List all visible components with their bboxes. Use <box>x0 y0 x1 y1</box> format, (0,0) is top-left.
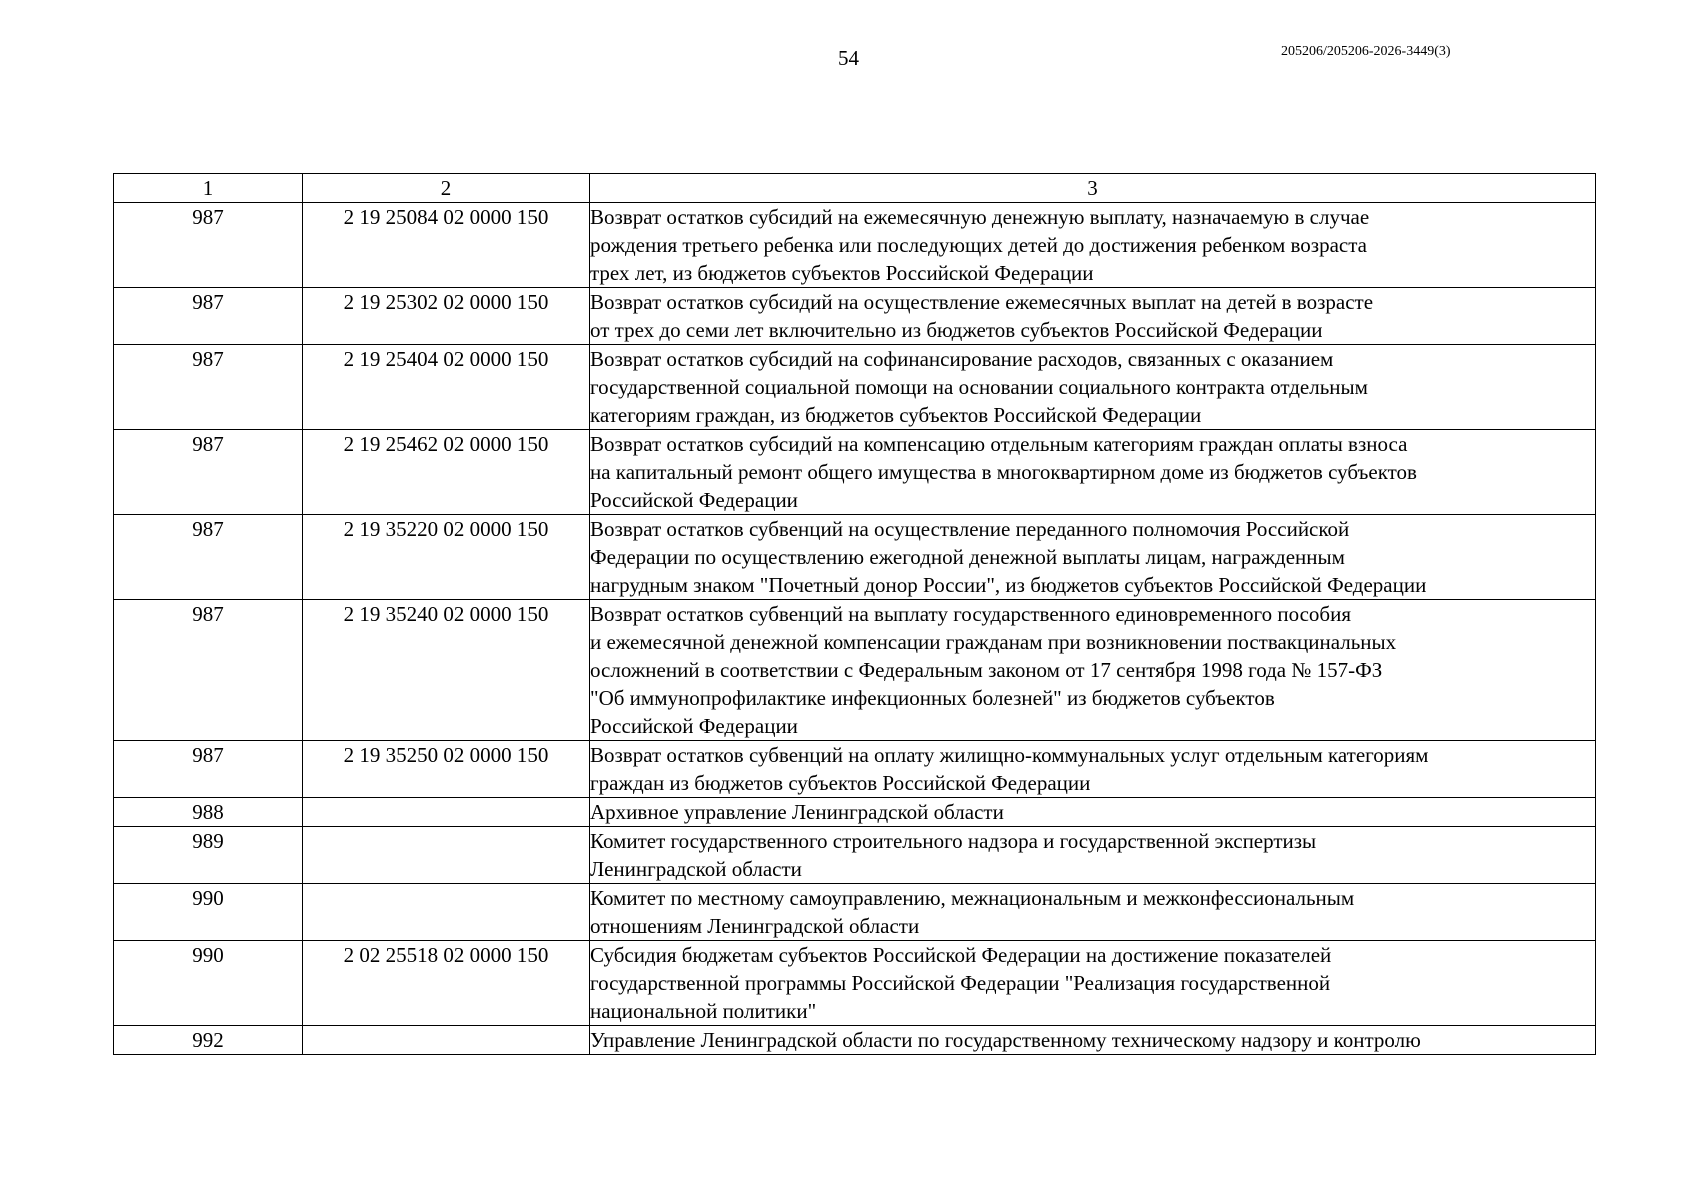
revenue-name-line: Федерации по осуществлению ежегодной денежной выплаты лицам, награжденным <box>590 545 1345 569</box>
revenue-name-cell <box>590 600 1596 741</box>
budget-classification-table <box>113 173 1596 1055</box>
revenue-name-line: национальной политики" <box>590 999 817 1023</box>
revenue-name-line: Архивное управление Ленинградской области <box>590 800 1004 824</box>
revenue-name-line: на капитальный ремонт общего имущества в многоквартирном доме из бюджетов субъектов <box>590 460 1417 484</box>
budget-code-cell <box>303 1026 590 1055</box>
admin-code-cell: 987 <box>114 430 303 515</box>
admin-code-cell: 987 <box>114 203 303 288</box>
admin-code-cell: 989 <box>114 827 303 884</box>
revenue-name-cell <box>590 884 1596 941</box>
revenue-name-line: государственной программы Российской Федерации "Реализация государственной <box>590 971 1331 995</box>
revenue-name-line: государственной социальной помощи на основании социального контракта отдельным <box>590 375 1368 399</box>
revenue-name-line: осложнений в соответствии с Федеральным законом от 17 сентября 1998 года № 157-ФЗ <box>590 658 1383 682</box>
table-row <box>114 203 1596 288</box>
revenue-name-line: нагрудным знаком "Почетный донор России", из бюджетов субъектов Российской Федерации <box>590 573 1427 597</box>
budget-code-cell <box>303 798 590 827</box>
header-row <box>114 174 1596 203</box>
document-id: 205206/205206-2026-3449(3) <box>1281 44 1451 59</box>
admin-code-cell: 987 <box>114 288 303 345</box>
budget-code-cell <box>303 827 590 884</box>
revenue-name-line: Возврат остатков субсидий на софинансирование расходов, связанных с оказанием <box>590 347 1334 371</box>
budget-code-cell: 2 19 35220 02 0000 150 <box>303 515 590 600</box>
table-row <box>114 345 1596 430</box>
admin-code-cell: 990 <box>114 941 303 1026</box>
admin-code-cell: 988 <box>114 798 303 827</box>
revenue-name-cell <box>590 203 1596 288</box>
revenue-name-line: Субсидия бюджетам субъектов Российской Федерации на достижение показателей <box>590 943 1332 967</box>
admin-code-cell: 987 <box>114 600 303 741</box>
revenue-name-line: трех лет, из бюджетов субъектов Российской Федерации <box>590 261 1094 285</box>
table-row <box>114 430 1596 515</box>
table-row <box>114 1026 1596 1055</box>
admin-code-cell: 992 <box>114 1026 303 1055</box>
revenue-name-cell <box>590 941 1596 1026</box>
revenue-name-line: Возврат остатков субвенций на осуществление переданного полномочия Российской <box>590 517 1350 541</box>
admin-code-cell: 990 <box>114 884 303 941</box>
revenue-name-cell <box>590 430 1596 515</box>
budget-code-cell: 2 19 25302 02 0000 150 <box>303 288 590 345</box>
revenue-name-line: Комитет государственного строительного надзора и государственной экспертизы <box>590 829 1317 853</box>
revenue-name-cell <box>590 827 1596 884</box>
page-number: 54 <box>838 46 859 70</box>
admin-code-cell: 987 <box>114 345 303 430</box>
revenue-name-cell <box>590 741 1596 798</box>
admin-code-cell: 987 <box>114 515 303 600</box>
revenue-name-cell <box>590 288 1596 345</box>
budget-code-cell: 2 19 25404 02 0000 150 <box>303 345 590 430</box>
admin-code-cell: 987 <box>114 741 303 798</box>
revenue-name-line: Ленинградской области <box>590 857 802 881</box>
revenue-name-line: граждан из бюджетов субъектов Российской Федерации <box>590 771 1091 795</box>
table-row <box>114 288 1596 345</box>
revenue-name-line: от трех до семи лет включительно из бюджетов субъектов Российской Федерации <box>590 318 1323 342</box>
budget-code-cell: 2 19 35240 02 0000 150 <box>303 600 590 741</box>
table-row <box>114 827 1596 884</box>
revenue-name-cell <box>590 345 1596 430</box>
revenue-name-line: Возврат остатков субсидий на ежемесячную денежную выплату, назначаемую в случае <box>590 205 1370 229</box>
column-header-2: 2 <box>303 174 590 203</box>
revenue-name-cell <box>590 515 1596 600</box>
budget-code-cell: 2 19 25084 02 0000 150 <box>303 203 590 288</box>
table-row <box>114 515 1596 600</box>
revenue-name-line: Российской Федерации <box>590 714 798 738</box>
table-row <box>114 884 1596 941</box>
budget-code-cell: 2 19 35250 02 0000 150 <box>303 741 590 798</box>
revenue-name-line: отношениям Ленинградской области <box>590 914 920 938</box>
revenue-name-line: Возврат остатков субвенций на оплату жилищно-коммунальных услуг отдельным категориям <box>590 743 1429 767</box>
revenue-name-line: Возврат остатков субвенций на выплату государственного единовременного пособия <box>590 602 1352 626</box>
column-header-3: 3 <box>590 174 1596 203</box>
revenue-name-line: Российской Федерации <box>590 488 798 512</box>
table-body <box>114 203 1596 1055</box>
revenue-name-cell <box>590 1026 1596 1055</box>
table-row <box>114 941 1596 1026</box>
budget-code-cell <box>303 884 590 941</box>
revenue-name-line: "Об иммунопрофилактике инфекционных болезней" из бюджетов субъектов <box>590 686 1275 710</box>
revenue-name-line: Комитет по местному самоуправлению, межнациональным и межконфессиональным <box>590 886 1355 910</box>
revenue-name-line: рождения третьего ребенка или последующих детей до достижения ребенком возраста <box>590 233 1367 257</box>
revenue-name-line: Управление Ленинградской области по государственному техническому надзору и контролю <box>590 1028 1421 1052</box>
revenue-name-cell <box>590 798 1596 827</box>
budget-code-cell: 2 02 25518 02 0000 150 <box>303 941 590 1026</box>
table-row <box>114 600 1596 741</box>
budget-code-cell: 2 19 25462 02 0000 150 <box>303 430 590 515</box>
column-header-1: 1 <box>114 174 303 203</box>
revenue-name-line: Возврат остатков субсидий на компенсацию отдельным категориям граждан оплаты взноса <box>590 432 1408 456</box>
table-row <box>114 798 1596 827</box>
revenue-name-line: и ежемесячной денежной компенсации гражданам при возникновении поствакцинальных <box>590 630 1397 654</box>
table-row <box>114 741 1596 798</box>
table-header <box>114 174 1596 203</box>
revenue-name-line: Возврат остатков субсидий на осуществление ежемесячных выплат на детей в возрасте <box>590 290 1374 314</box>
revenue-name-line: категориям граждан, из бюджетов субъектов Российской Федерации <box>590 403 1202 427</box>
